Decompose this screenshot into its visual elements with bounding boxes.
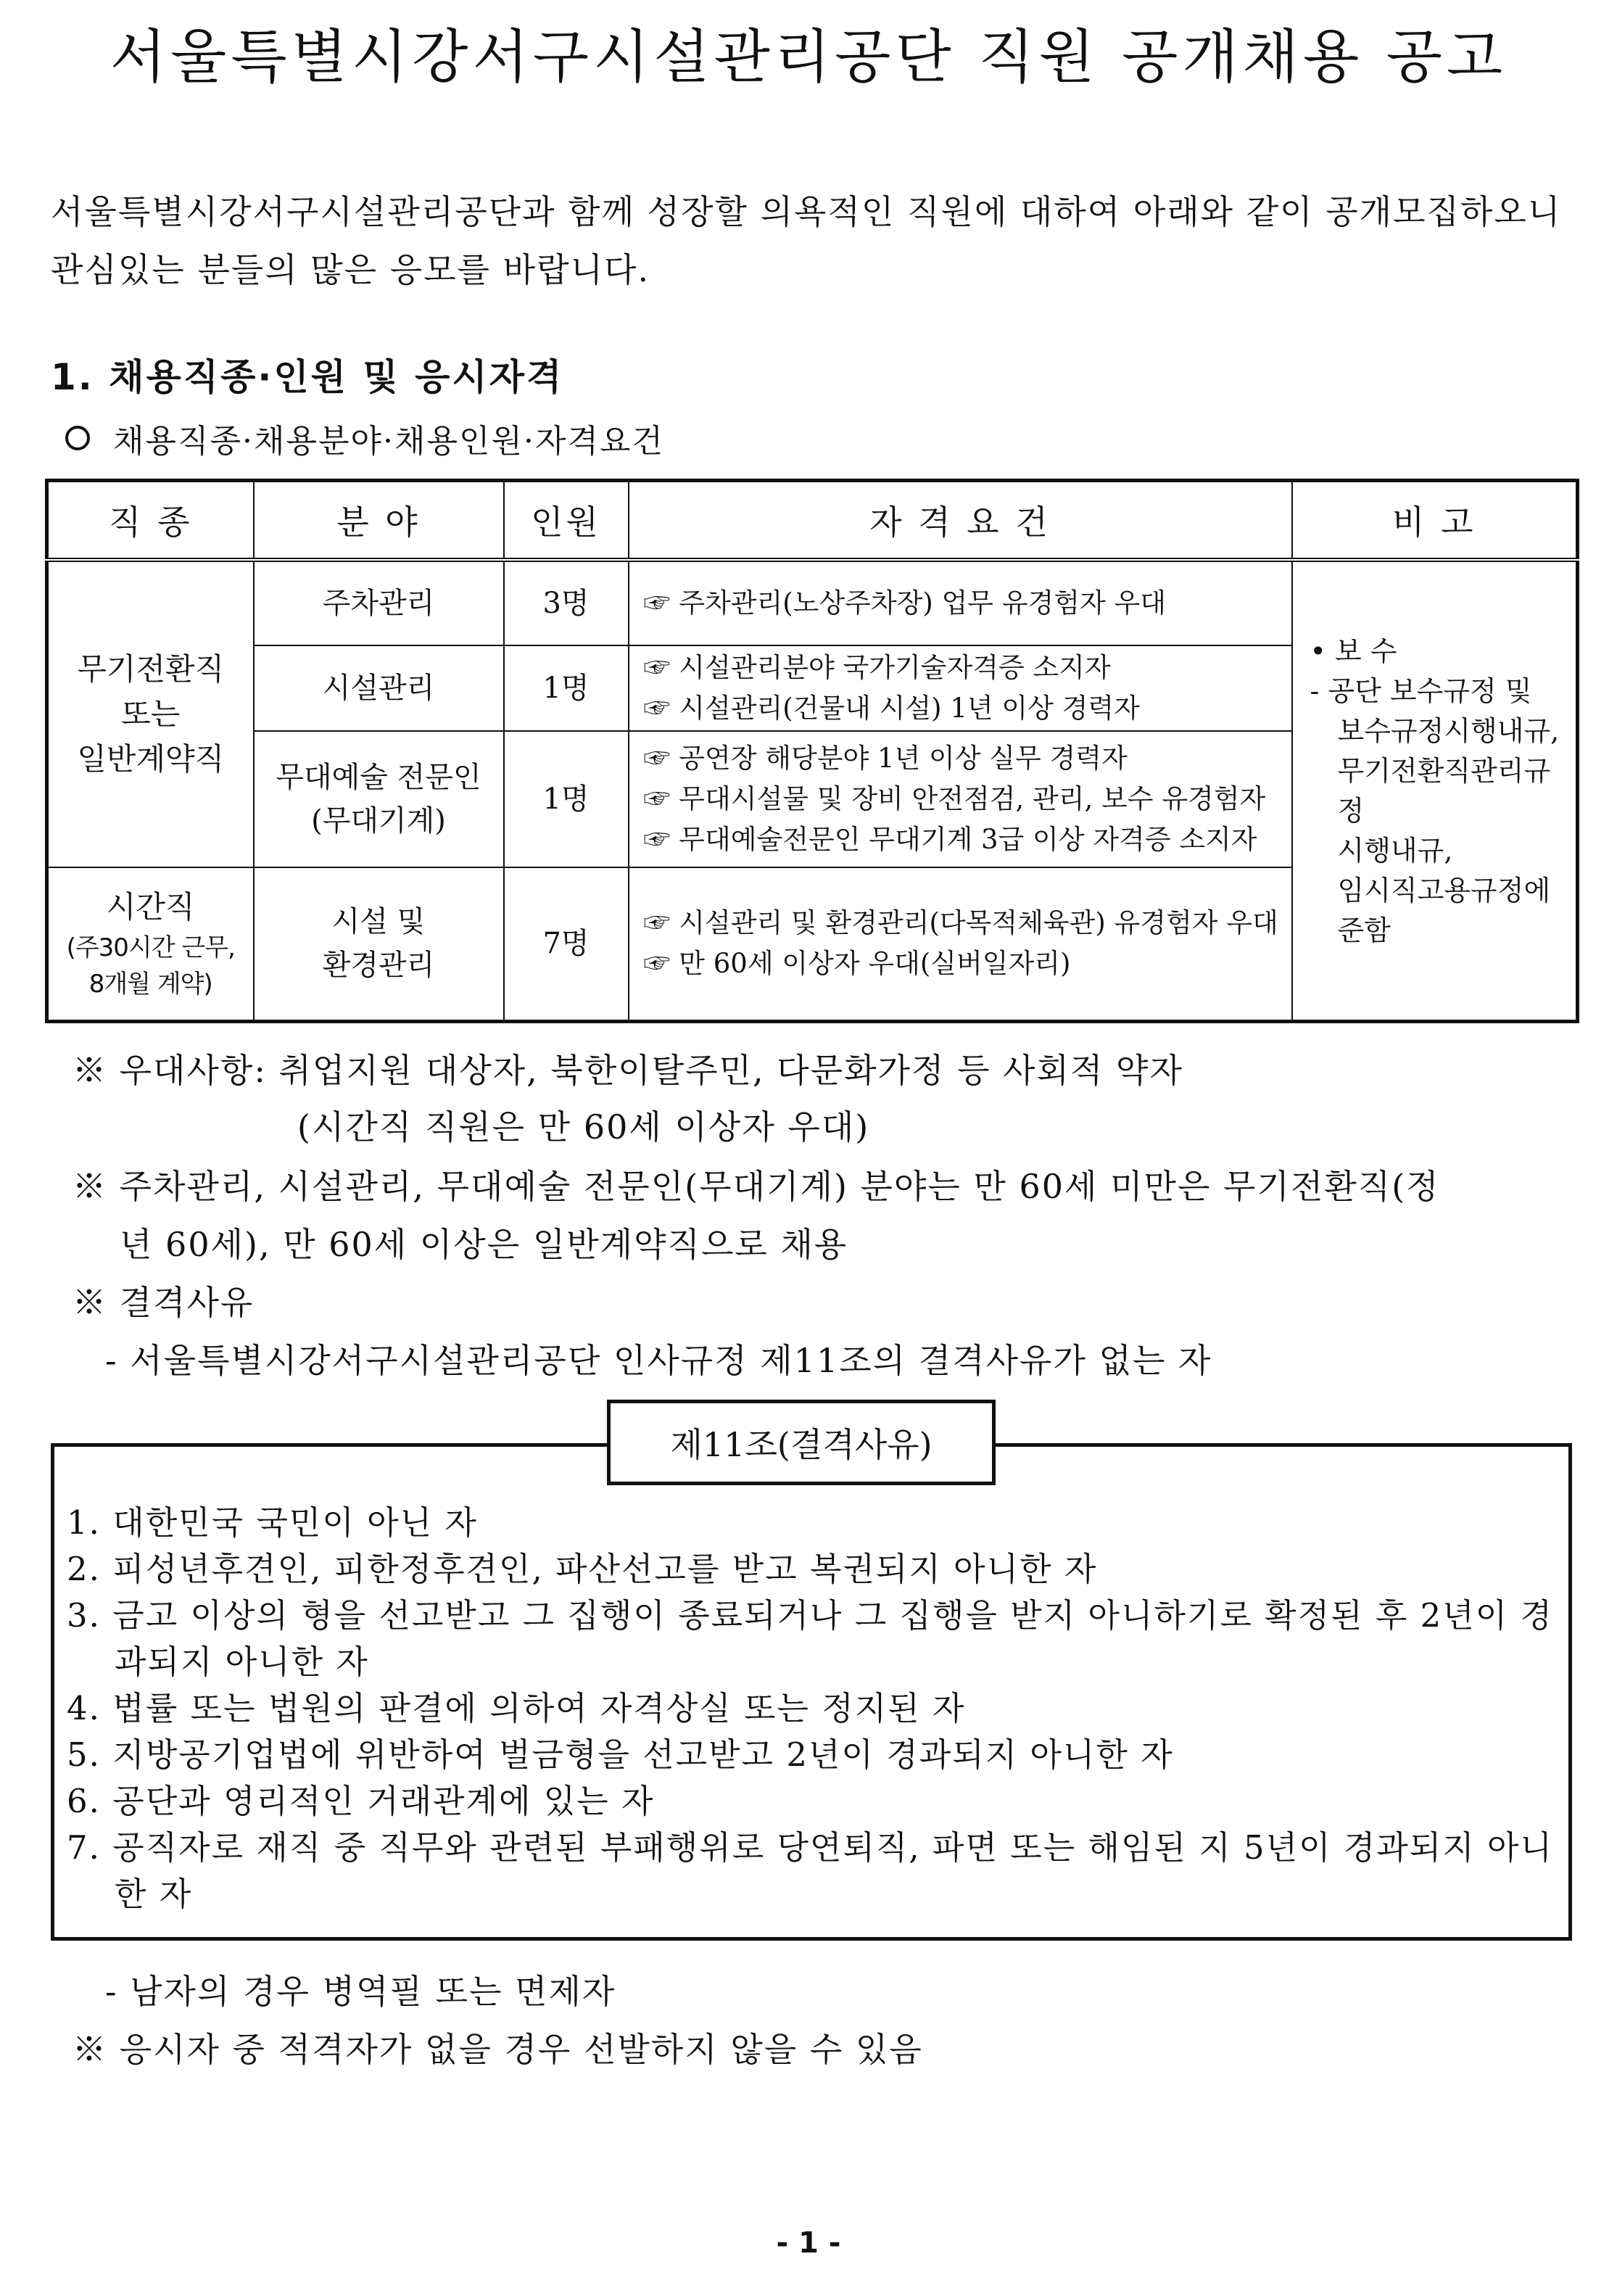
section-heading: 1. 채용직종·인원 및 응시자격 — [51, 356, 564, 398]
job-type-cell — [47, 867, 254, 1021]
requirements-cell — [629, 731, 1292, 867]
table-row — [47, 560, 1578, 645]
no-candidate-note: ※ 응시자 중 적격자가 없을 경우 선발하지 않을 수 있음 — [73, 2030, 923, 2069]
field-cell: 시설관리 — [254, 645, 504, 731]
field-line: 환경관리 — [322, 949, 435, 983]
recruitment-table — [45, 479, 1579, 1023]
requirements-cell — [629, 560, 1292, 645]
remarks-line: 시행내규, — [1337, 835, 1453, 867]
remarks-heading: • 보 수 — [1310, 635, 1397, 667]
list-item: 6. 공단과 영리적인 거래관계에 있는 자 — [67, 1782, 655, 1820]
section-bullet — [65, 415, 664, 461]
job-type-cell — [47, 560, 254, 867]
remarks-line: - 공단 보수규정 및 — [1310, 675, 1532, 707]
requirement-line: ☞ 무대예술전문인 무대기계 3급 이상 자격증 소지자 — [643, 824, 1257, 855]
field-cell: 주차관리 — [254, 560, 504, 645]
field-cell — [254, 731, 504, 867]
count-cell: 3명 — [504, 560, 629, 645]
list-item: 5. 지방공기업법에 위반하여 벌금형을 선고받고 2년이 경과되지 아니한 자 — [67, 1735, 1174, 1774]
page-number: - 1 - — [776, 2226, 841, 2260]
remarks-cell — [1292, 560, 1578, 1021]
age-note-cont: 년 60세), 만 60세 이상은 일반계약직으로 채용 — [120, 1225, 848, 1264]
requirement-line: ☞ 시설관리분야 국가기술자격증 소지자 — [643, 652, 1111, 683]
list-item: 4. 법률 또는 법원의 판결에 의하여 자격상실 또는 정지된 자 — [67, 1689, 966, 1727]
job-type-line: 시간직 — [106, 889, 195, 925]
header-requirements: 자 격 요 건 — [629, 481, 1292, 561]
remarks-line: 보수규정시행내규, — [1337, 715, 1560, 747]
circle-bullet-icon — [65, 426, 90, 450]
list-item: 1. 대한민국 국민이 아닌 자 — [67, 1503, 478, 1542]
article-list — [67, 1500, 1560, 1917]
requirement-line: ☞ 시설관리 및 환경관리(다목적체육관) 유경험자 우대 — [643, 907, 1278, 939]
header-remarks: 비 고 — [1292, 481, 1578, 561]
list-item: 2. 피성년후견인, 피한정후견인, 파산선고를 받고 복권되지 아니한 자 — [67, 1550, 1098, 1588]
intro-paragraph: 서울특별시강서구시설관리공단과 함께 성장할 의욕적인 직원에 대하여 아래와 같이 공개모집하오니 관심있는 분들의 많은 응모를 바랍니다. — [51, 192, 1562, 289]
field-line: 시설 및 — [331, 905, 426, 939]
requirement-line: ☞ 시설관리(건물내 시설) 1년 이상 경력자 — [643, 693, 1140, 724]
preference-note: ※ 우대사항: 취업지원 대상자, 북한이탈주민, 다문화가정 등 사회적 약자 — [73, 1051, 1183, 1090]
disqualification-note: - 서울특별시강서구시설관리공단 인사규정 제11조의 결격사유가 없는 자 — [105, 1341, 1212, 1380]
remarks-line: 무기전환직관리규정 — [1337, 755, 1551, 827]
article-title: 제11조(결격사유) — [607, 1400, 996, 1485]
preference-subnote: (시간직 직원은 만 60세 이상자 우대) — [297, 1107, 870, 1147]
disqualification-heading: ※ 결격사유 — [73, 1283, 255, 1322]
list-item: 3. 금고 이상의 형을 선고받고 그 집행이 종료되거나 그 집행을 받지 아니하기로 확정된 후 2년이 경과되지 아니한 자 — [67, 1596, 1553, 1681]
field-line: (무대기계) — [311, 804, 446, 838]
table-header-row — [47, 481, 1578, 561]
page-title: 서울특별시강서구시설관리공단 직원 공개채용 공고 — [109, 23, 1508, 91]
requirement-line: ☞ 만 60세 이상자 우대(실버일자리) — [643, 948, 1071, 980]
field-cell — [254, 867, 504, 1021]
count-cell: 7명 — [504, 867, 629, 1021]
job-type-line: 일반계약직 — [77, 741, 225, 777]
remarks-line: 임시직고용규정에 — [1337, 875, 1551, 907]
remarks-line: 준함 — [1337, 914, 1391, 946]
header-field: 분 야 — [254, 481, 504, 561]
requirement-line: ☞ 무대시설물 및 장비 안전점검, 관리, 보수 유경험자 — [643, 783, 1266, 814]
requirements-cell — [629, 645, 1292, 731]
job-type-line: 또는 — [121, 696, 181, 732]
header-count: 인원 — [504, 481, 629, 561]
requirements-cell — [629, 867, 1292, 1021]
count-cell: 1명 — [504, 731, 629, 867]
field-line: 무대예술 전문인 — [276, 761, 481, 794]
list-item: 7. 공직자로 재직 중 직무와 관련된 부패행위로 당연퇴직, 파면 또는 해임된 지 5년이 경과되지 아니한 자 — [67, 1828, 1553, 1913]
job-type-line: 8개월 계약) — [88, 970, 212, 999]
header-type: 직 종 — [47, 481, 254, 561]
requirement-line: ☞ 공연장 해당분야 1년 이상 실무 경력자 — [643, 743, 1128, 774]
age-note: ※ 주차관리, 시설관리, 무대예술 전문인(무대기계) 분야는 만 60세 미만은 무기전환직(정 — [73, 1167, 1440, 1206]
bullet-text: 채용직종·채용분야·채용인원·자격요건 — [113, 423, 665, 460]
job-type-line: (주30시간 근무, — [66, 933, 235, 963]
requirement-line: ☞ 주차관리(노상주차장) 업무 유경험자 우대 — [643, 587, 1167, 619]
job-type-line: 무기전환직 — [77, 651, 225, 687]
military-note: - 남자의 경우 병역필 또는 면제자 — [105, 1972, 616, 2011]
count-cell: 1명 — [504, 645, 629, 731]
